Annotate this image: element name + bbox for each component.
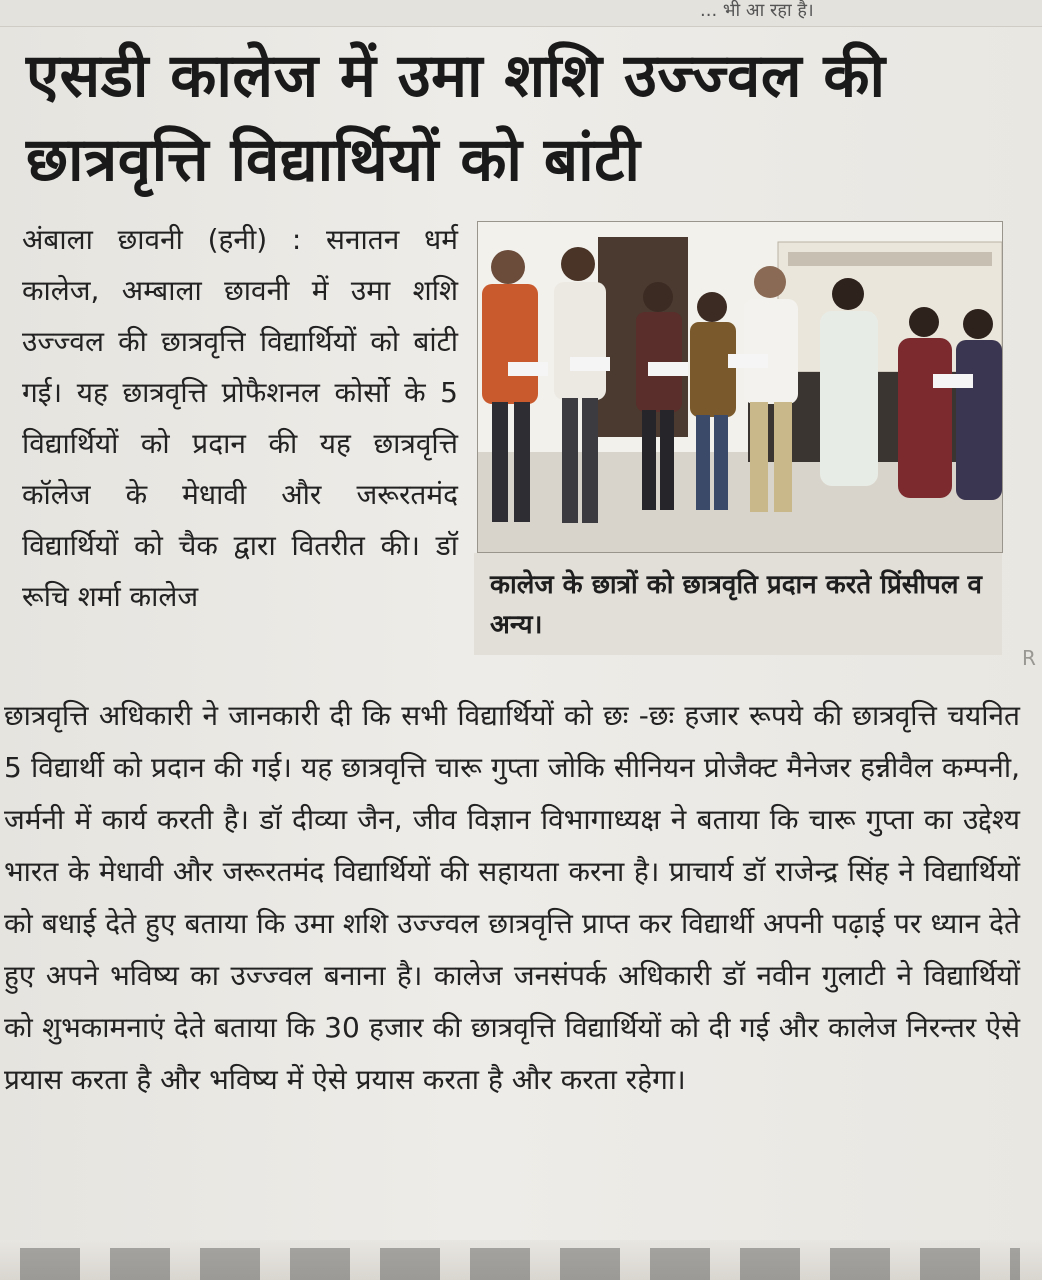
photo-caption: कालेज के छात्रों को छात्रवृति प्रदान करते प्रिंसीपल व अन्य।: [490, 570, 982, 640]
photo-caption-box: [474, 553, 1002, 655]
previous-article-text: ... भी आ रहा है।: [700, 0, 814, 21]
previous-article-fragment: [0, 0, 1042, 27]
news-photo: [478, 222, 1002, 552]
article-body-rest: छात्रवृत्ति अधिकारी ने जानकारी दी कि सभी विद्यार्थियों को छः -छः हजार रूपये की छात्रवृत्ति चयनित 5 विद्यार्थी को प्रदान की गई। यह छात्रवृत्ति चारू गुप्ता जोकि सीनियन प्रोजैक्ट मैनेजर हन्नीवैल कम्पनी, जर्मनी में कार्य करती है। डॉ दीव्या जैन, जीव विज्ञान विभागाध्यक्ष ने बताया कि चारू गुप्ता का उद्देश्य भारत के मेधावी और जरूरतमंद विद्यार्थियों की सहायता करना है। प्राचार्य डॉ राजेन्द्र सिंह ने विद्यार्थियों को बधाई देते हुए बताया कि उमा शशि उज्ज्वल छात्रवृत्ति प्राप्त कर विद्यार्थी अपनी पढ़ाई पर ध्यान देते हुए अपने भविष्य का उज्ज्वल बनाना है। कालेज जनसंपर्क अधिकारी डॉ नवीन गुलाटी ने विद्यार्थियों को शुभकामनाएं देते बताया कि 30 हजार की छात्रवृत्ति विद्यार्थियों को दी गई और कालेज निरन्तर ऐसे प्रयास करता है और भविष्य में ऐसे प्रयास करता है और करता रहेगा।: [4, 699, 1020, 1096]
next-article-headline-cut: [20, 1248, 1020, 1280]
article-body-intro: अंबाला छावनी (हनी) : सनातन धर्म कालेज, अम्बाला छावनी में उमा शशि उज्ज्वल की छात्रवृत्ति विद्यार्थियों को बांटी गई। यह छात्रवृत्ति प्रोफैशनल कोर्सो के 5 विद्यार्थियों को प्रदान की यह छात्रवृत्ति कॉलेज के मेधावी और जरूरतमंद विद्यार्थियों को चैक द्वारा वितरीत की। डॉ रूचि शर्मा कालेज: [22, 223, 458, 613]
next-article-fragment: [0, 1240, 1042, 1280]
headline: एसडी कालेज में उमा शशि उज्ज्वल की छात्रवृत्ति विद्यार्थियों को बांटी: [26, 41, 886, 195]
group-photo-illustration: [478, 222, 1002, 552]
adjacent-column-edge: R: [1022, 646, 1036, 670]
